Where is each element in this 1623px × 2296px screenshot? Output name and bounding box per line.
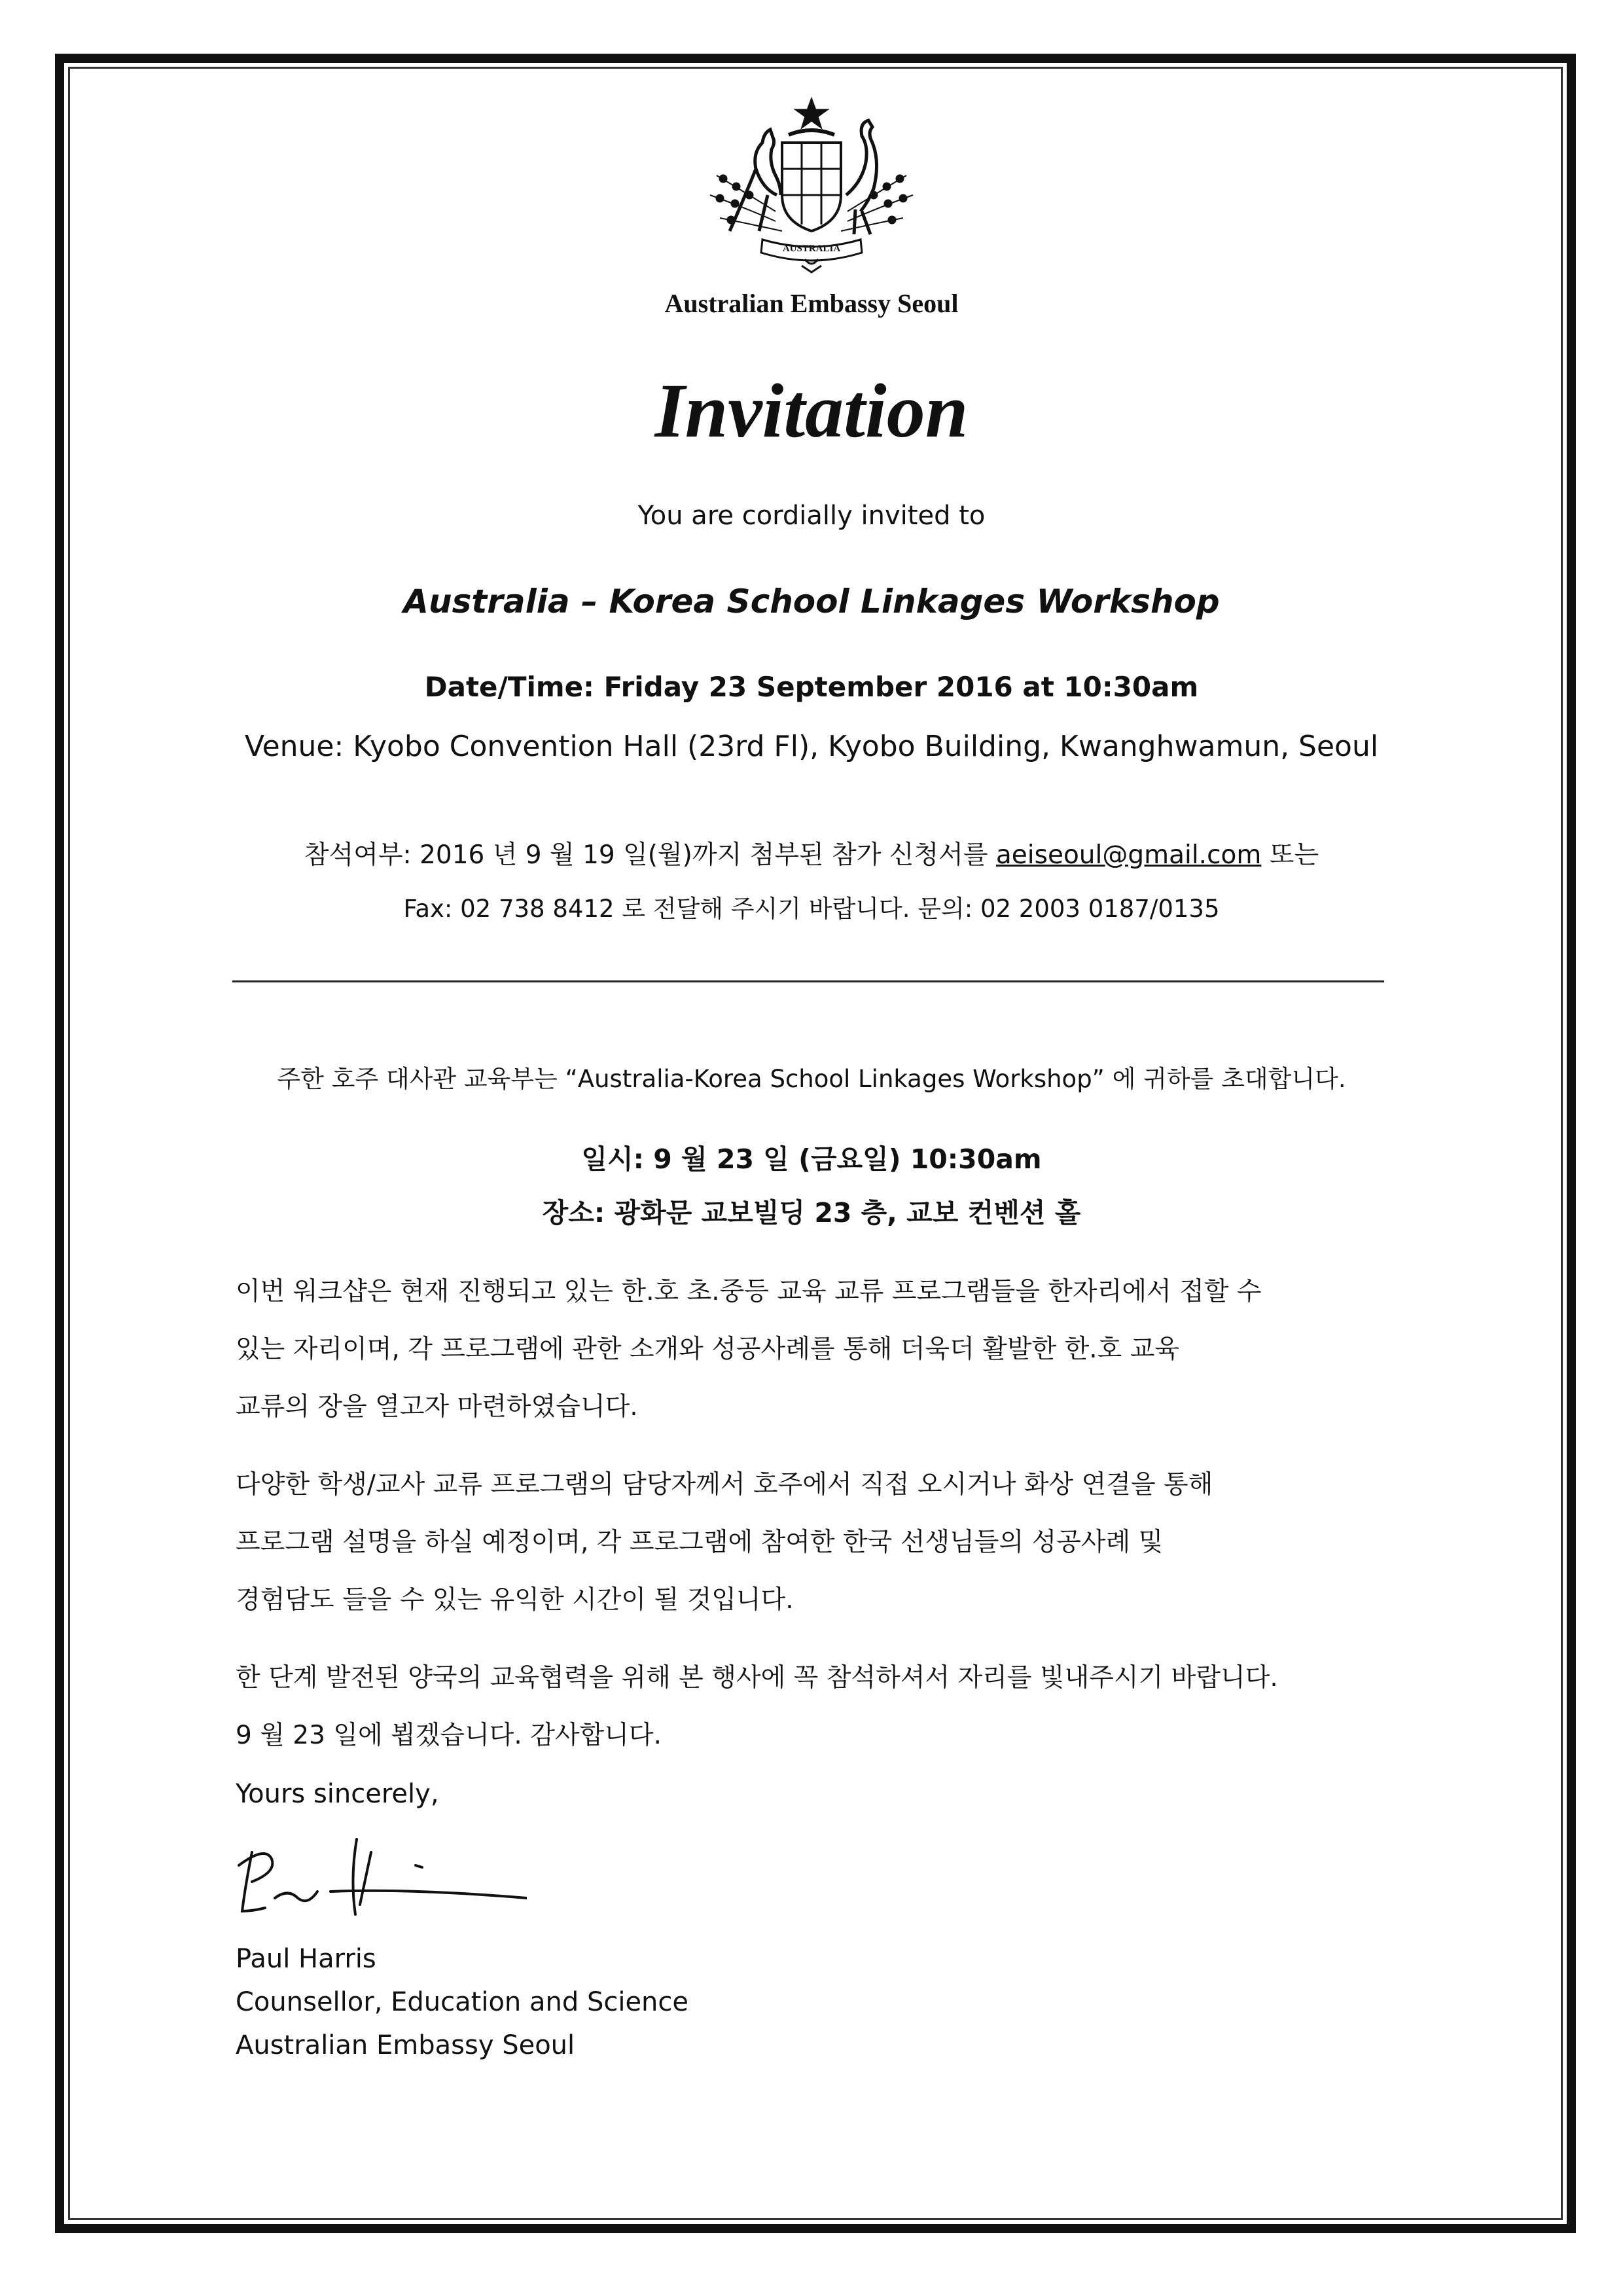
paragraph-line: 다양한 학생/교사 교류 프로그램의 담당자께서 호주에서 직접 오시거나 화상 연결을 통해 [236, 1470, 1213, 1499]
signatory-organisation: Australian Embassy Seoul [236, 2030, 575, 2060]
closing-salutation: Yours sincerely, [236, 1779, 439, 1809]
invitation-intro: You are cordially invited to [637, 501, 986, 531]
signatory-position: Counsellor, Education and Science [236, 1987, 689, 2017]
rsvp-line-2: Fax: 02 738 8412 로 전달해 주시기 바랍니다. 문의: 02 2003 0187/0135 [403, 895, 1220, 923]
paragraph-line: 프로그램 설명을 하실 예정이며, 각 프로그램에 참여한 한국 선생님들의 성공사례 및 [236, 1528, 1164, 1557]
paragraph-line: 교류의 장을 열고자 마련하였습니다. [236, 1392, 638, 1422]
paragraph-line: 9 월 23 일에 뵙겠습니다. 감사합니다. [236, 1721, 662, 1750]
handwritten-signature [226, 1826, 527, 1931]
event-name: Australia – Korea School Linkages Workshop [403, 583, 1220, 620]
coat-of-arms-crest [690, 97, 933, 275]
rsvp-line-1 [72, 834, 1551, 871]
korean-paragraph-2 [236, 1456, 1414, 1629]
crest-scroll-label: AUSTRALIA [782, 243, 841, 254]
signatory-name: Paul Harris [236, 1944, 376, 1974]
rsvp-email-link[interactable]: aeiseoul@gmail.com [995, 840, 1262, 870]
rsvp-text-suffix: 또는 [1261, 840, 1319, 870]
section-divider [232, 980, 1384, 982]
event-date-time: Date/Time: Friday 23 September 2016 at 10:30am [424, 671, 1199, 703]
invitation-title: Invitation [654, 368, 969, 454]
korean-intro: 주한 호주 대사관 교육부는 “Australia-Korea School Linkages Workshop” 에 귀하를 초대합니다. [277, 1065, 1346, 1093]
paragraph-line: 있는 자리이며, 각 프로그램에 관한 소개와 성공사례를 통해 더욱더 활발한 한.호 교육 [236, 1335, 1180, 1364]
paragraph-line: 이번 워크샵은 현재 진행되고 있는 한.호 초.중등 교육 교류 프로그램들을 한자리에서 접할 수 [236, 1277, 1262, 1306]
korean-date: 일시: 9 월 23 일 (금요일) 10:30am [581, 1143, 1042, 1175]
paragraph-line: 한 단계 발전된 양국의 교육협력을 위해 본 행사에 꼭 참석하셔서 자리를 빛내주시기 바랍니다. [236, 1663, 1278, 1693]
paragraph-line: 경험담도 들을 수 있는 유익한 시간이 될 것입니다. [236, 1585, 794, 1615]
korean-paragraph-1 [236, 1263, 1414, 1436]
korean-place: 장소: 광화문 교보빌딩 23 층, 교보 컨벤션 홀 [542, 1197, 1081, 1229]
rsvp-text: 참석여부: 2016 년 9 월 19 일(월)까지 첨부된 참가 신청서를 [304, 840, 996, 870]
korean-paragraph-3 [236, 1649, 1414, 1765]
embassy-name: Australian Embassy Seoul [664, 289, 959, 318]
signatory-block [236, 1937, 688, 2067]
event-venue: Venue: Kyobo Convention Hall (23rd Fl), Kyobo Building, Kwanghwamun, Seoul [244, 730, 1379, 763]
